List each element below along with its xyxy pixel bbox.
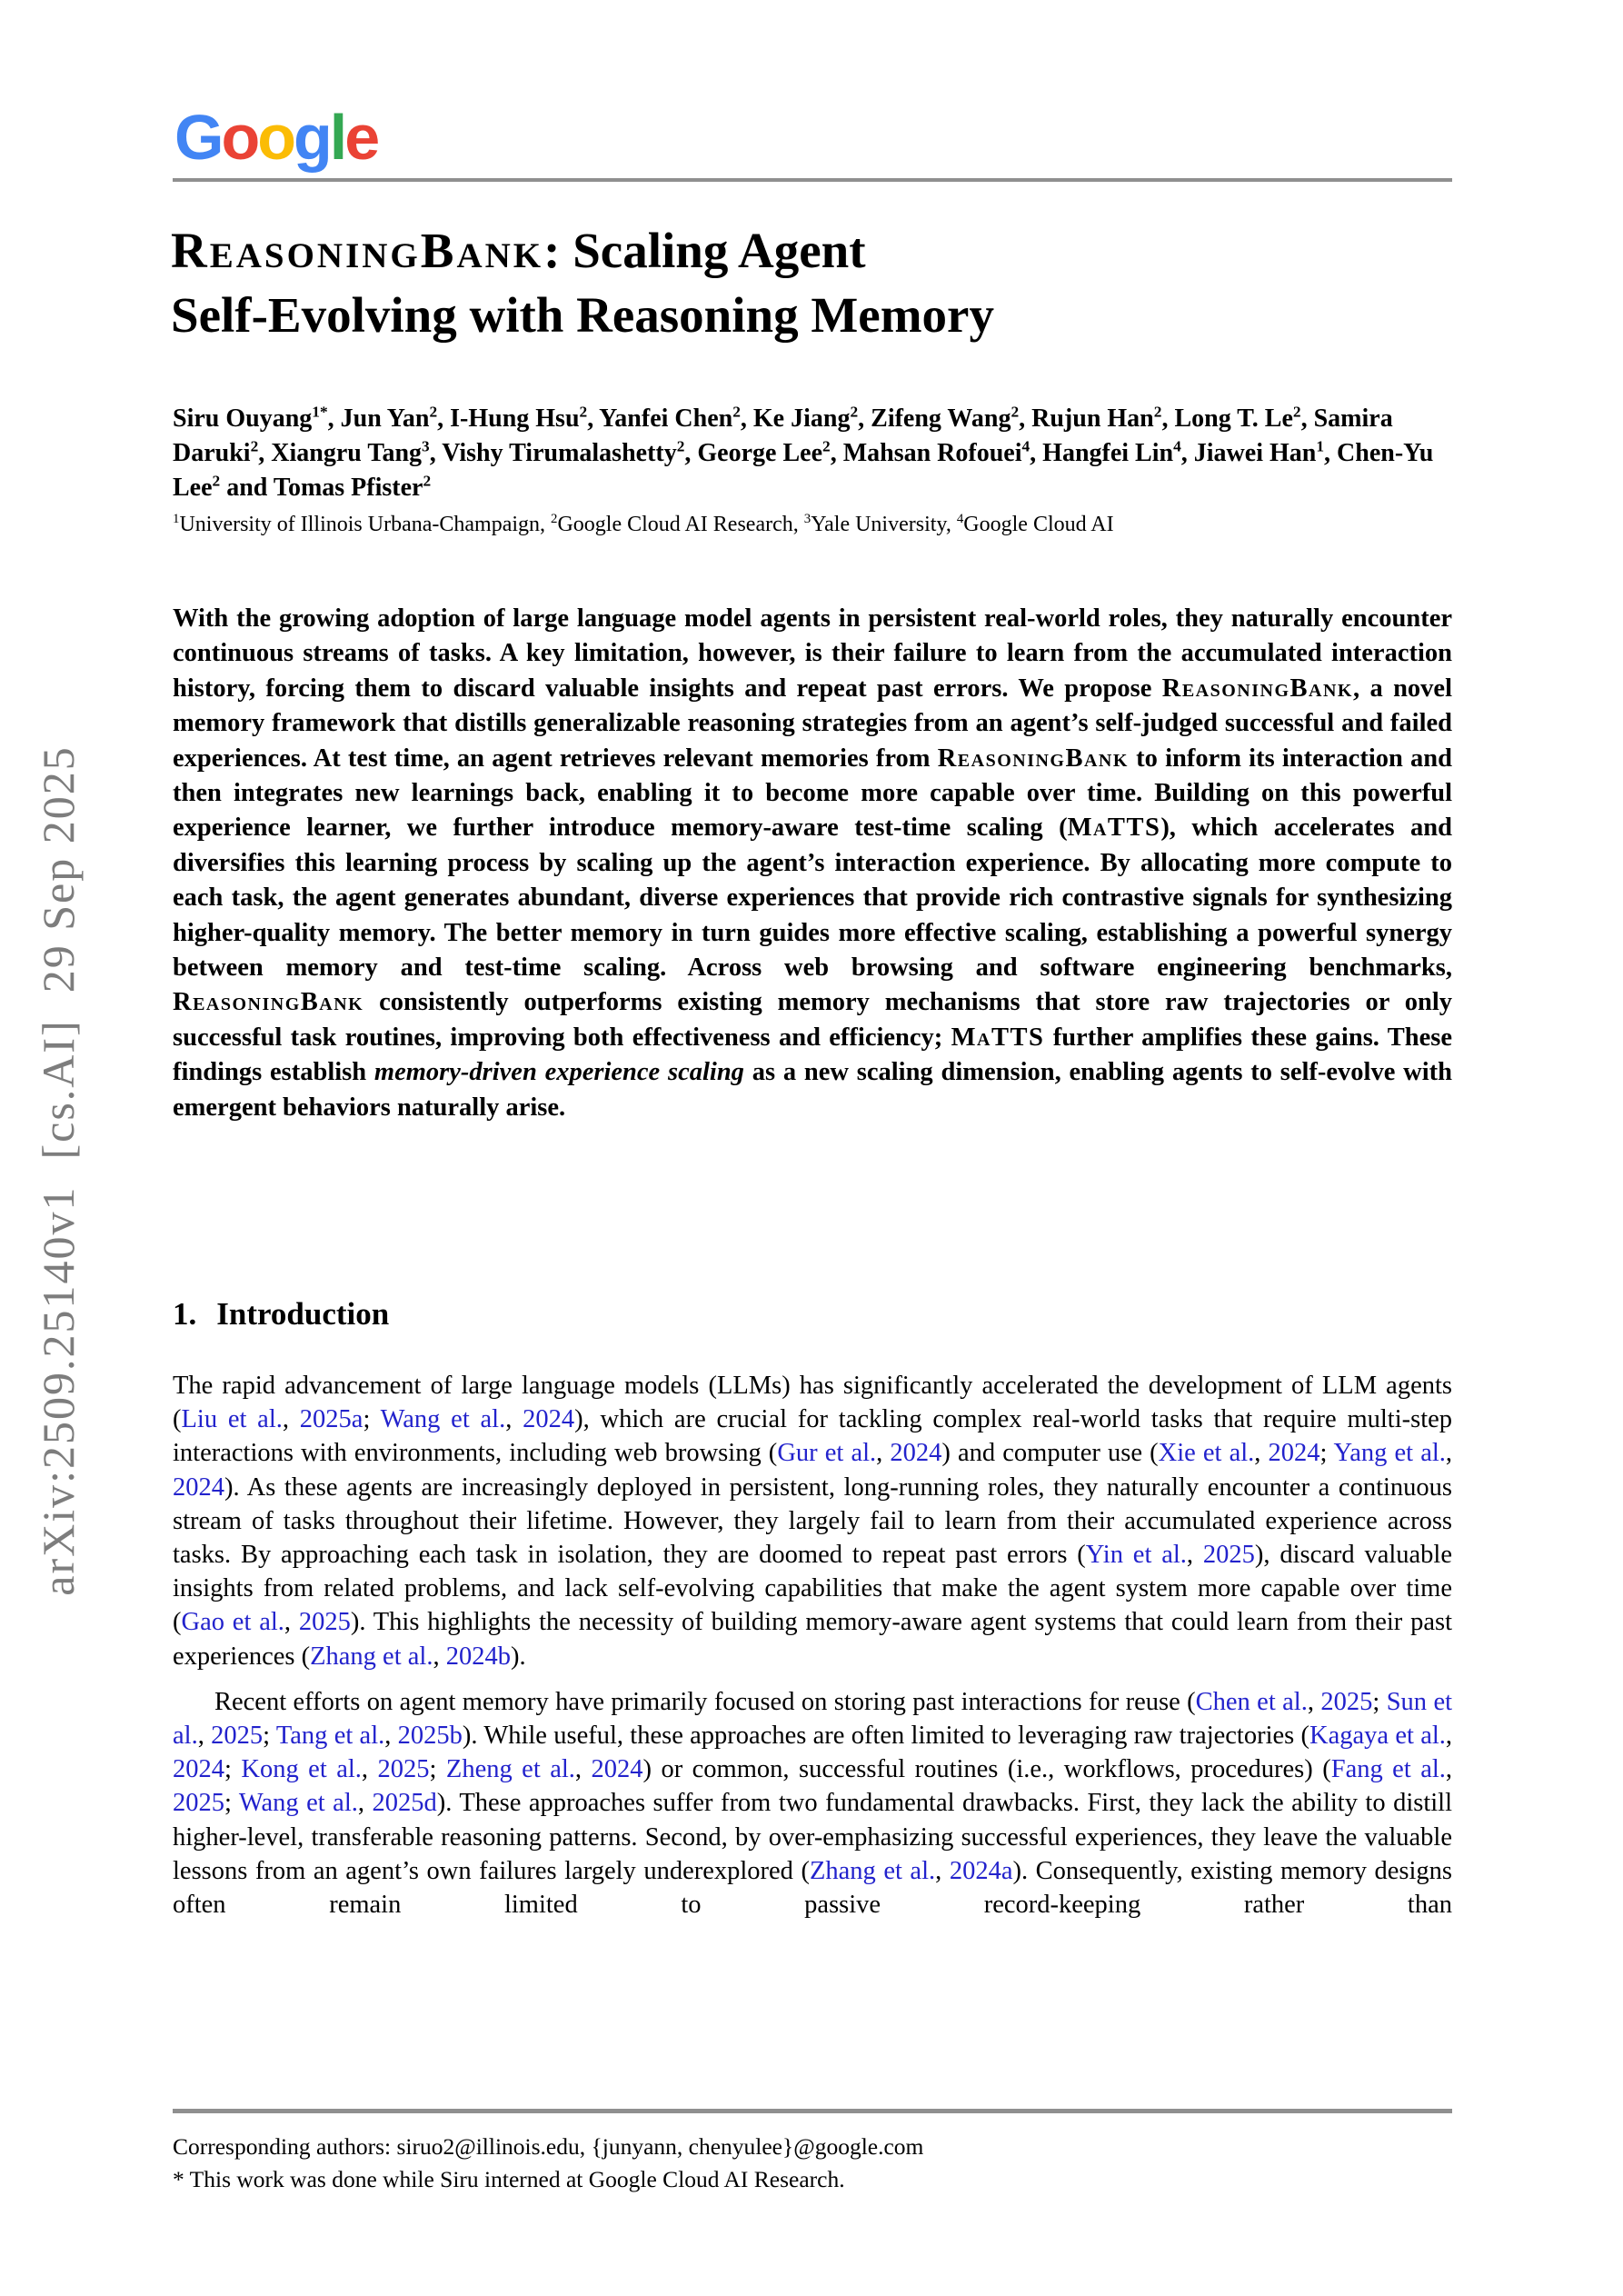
text-run: ,	[1307, 1687, 1321, 1716]
paper-title-line2	[171, 283, 1461, 347]
text-run: , Yanfei Chen	[587, 404, 733, 433]
smallcaps-text: ReasoningBank	[173, 988, 364, 1017]
superscript: 3	[422, 437, 430, 455]
superscript: 2	[850, 403, 859, 421]
text-run: , Hangfei Lin	[1030, 439, 1174, 467]
citation-link[interactable]: 2024	[1268, 1439, 1320, 1468]
text-run: consistently outperforms existing memory mechanisms that store raw trajectories or only successful task routines, improving both effectiveness and efficiency;	[173, 988, 1452, 1052]
arxiv-sidebar-label: arXiv:2509.25140v1 [cs.AI] 29 Sep 2025	[33, 745, 84, 1596]
text-run: , Ke Jiang	[740, 404, 851, 433]
text-run: as a new scaling dimension, enabling agents to self-evolve with emergent behaviors naturally arise.	[173, 1058, 1452, 1122]
text-run: ). This highlights the necessity of building memory-aware agent systems that could learn from their past experiences (	[173, 1608, 1453, 1671]
superscript: 2	[1153, 403, 1162, 421]
text-run: ,	[284, 1608, 299, 1637]
text-run: ;	[224, 1789, 239, 1818]
corresponding-authors-line: Corresponding authors: siruo2@illinois.edu, {junyann, chenyulee}@google.com	[173, 2133, 924, 2160]
affiliation-list	[173, 511, 1456, 538]
superscript: 4	[1021, 437, 1031, 455]
citation-link[interactable]: Zhang et al.	[310, 1642, 433, 1671]
text-run: , Mahsan Rofouei	[830, 439, 1022, 467]
text-run: ;	[363, 1405, 381, 1434]
text-run: to inform its interaction and then integrates new learnings back, enabling it to become more capable over time. Building on this powerful experience learner, we further introduce memory-aware test-time scaling (	[173, 744, 1452, 843]
text-run: ) or common, successful routines (i.e., workflows, procedures) (	[642, 1755, 1331, 1784]
text-run: , Rujun Han	[1019, 404, 1154, 433]
superscript: 2	[676, 437, 685, 455]
citation-link[interactable]: Kong et al.	[241, 1755, 362, 1784]
superscript: 2	[822, 437, 831, 455]
introduction-body	[173, 1369, 1452, 1922]
citation-link[interactable]: 2024	[890, 1439, 942, 1468]
text-run: ;	[224, 1755, 242, 1784]
text-run: , Zifeng Wang	[858, 404, 1011, 433]
italic-text: memory-driven experience scaling	[373, 1058, 744, 1087]
text-run: ).	[510, 1642, 526, 1671]
internship-note-line: * This work was done while Siru interned at Google Cloud AI Research.	[173, 2166, 845, 2192]
text-run: ;	[1319, 1439, 1334, 1468]
footnote-block	[173, 2131, 1452, 2196]
text-run: ), which are crucial for tackling complex real-world tasks that require multi-step interactions with environments, including web browsing (	[173, 1405, 1453, 1468]
citation-link[interactable]: 2025	[173, 1789, 224, 1818]
text-run: ,	[1445, 1722, 1453, 1751]
superscript: 2	[212, 472, 221, 490]
citation-link[interactable]: 2025	[1202, 1541, 1255, 1570]
superscript: 1*	[312, 403, 328, 421]
citation-link[interactable]: Gur et al.	[777, 1439, 877, 1468]
citation-link[interactable]: Fang et al.	[1330, 1755, 1446, 1784]
text-run: University of Illinois Urbana-Champaign,	[179, 513, 552, 536]
citation-link[interactable]: Zhang et al.	[809, 1856, 936, 1885]
citation-link[interactable]: 2025a	[299, 1405, 363, 1434]
paper-title	[171, 218, 1461, 347]
logo-letter: l	[329, 102, 345, 173]
text-run: ,	[433, 1642, 446, 1671]
text-run: ,	[876, 1439, 891, 1468]
text-run: ,	[357, 1789, 373, 1818]
citation-link[interactable]: Wang et al.	[380, 1405, 506, 1434]
text-run: , Vishy Tirumalashetty	[429, 439, 677, 467]
text-run: ,	[505, 1405, 523, 1434]
footnote-rule	[173, 2109, 1452, 2113]
smallcaps-text: MaTTS	[1067, 814, 1161, 843]
citation-link[interactable]: 2025	[211, 1722, 264, 1751]
google-logo	[174, 102, 378, 173]
superscript: 1	[173, 512, 180, 526]
header-rule	[173, 178, 1452, 182]
text-run: ;	[1372, 1687, 1387, 1716]
section-number: 1.	[173, 1296, 197, 1332]
superscript: 4	[1173, 437, 1181, 455]
citation-link[interactable]: Zheng et al.	[445, 1755, 575, 1784]
text-run: ,	[935, 1856, 950, 1885]
text-run: further amplifies these gains. These findings establish	[173, 1023, 1452, 1087]
text-run: , Samira Daruki	[173, 404, 1393, 467]
text-run: ). These approaches suffer from two fundamental drawbacks. First, they lack the ability to distill higher-level, transferable reasoning patterns. Second, by over-emphasizing successful experiences, they leave the valuable lessons from an agent’s own failures largely underexplored (	[173, 1789, 1453, 1885]
citation-link[interactable]: 2025	[1320, 1687, 1373, 1716]
text-run: ,	[1445, 1755, 1453, 1784]
text-run: Google Cloud AI Research,	[557, 513, 804, 536]
citation-link[interactable]: 2024	[523, 1405, 575, 1434]
superscript: 2	[579, 403, 588, 421]
superscript: 2	[423, 472, 432, 490]
superscript: 1	[1316, 437, 1325, 455]
superscript: 2	[250, 437, 259, 455]
text-run: ,	[361, 1755, 378, 1784]
text-run: , a novel memory framework that distills generalizable reasoning strategies from an agent’s self-judged successful and failed experiences. At test time, an agent retrieves relevant memories from	[173, 674, 1452, 773]
superscript: 2	[1011, 403, 1020, 421]
citation-link[interactable]: 2024	[173, 1472, 224, 1502]
text-run: , Jun Yan	[327, 404, 430, 433]
citation-link[interactable]: Yin et al.	[1085, 1541, 1187, 1570]
text-run: ,	[282, 1405, 300, 1434]
superscript: 3	[803, 512, 812, 526]
citation-link[interactable]: 2025	[377, 1755, 430, 1784]
text-run: ;	[429, 1755, 446, 1784]
logo-letter: e	[344, 102, 378, 173]
citation-link[interactable]: Yang et al.	[1333, 1439, 1446, 1468]
text-run: ), which accelerates and diversifies this learning process by scaling up the agent’s interaction experience. By allocating more compute to each task, the agent generates abundant, diverse experiences that provide rich contrastive signals for synthesizing higher-quality memory. The better memory in turn guides more effective scaling, establishing a powerful synergy between memory and test-time scaling. Across web browsing and software engineering benchmarks,	[173, 814, 1452, 983]
text-run: , I-Hung Hsu	[437, 404, 580, 433]
text-run: ,	[1186, 1541, 1203, 1570]
smallcaps-text: ReasoningBank	[937, 744, 1129, 773]
section-heading-introduction	[173, 1296, 389, 1333]
smallcaps-text: ReasoningBank	[171, 223, 544, 278]
citation-link[interactable]: Wang et al.	[238, 1789, 358, 1818]
text-run: The rapid advancement of large language models (LLMs) has significantly accelerated the development of LLM agents (	[173, 1372, 1452, 1434]
text-run: ). As these agents are increasingly deployed in persistent, long-running roles, they naturally encounter a continuous stream of tasks throughout their lifetime. However, they largely fail to learn from their accumulated experience across tasks. By approaching each task in isolation, they are doomed to repeat past errors (	[173, 1472, 1452, 1570]
text-run: Google Cloud AI	[963, 513, 1114, 536]
citation-link[interactable]: 2024	[173, 1755, 224, 1784]
smallcaps-text: ReasoningBank	[1161, 674, 1353, 703]
citation-link[interactable]: 2024b	[445, 1642, 511, 1671]
citation-link[interactable]: Tang et al.	[275, 1722, 385, 1751]
abstract-paragraph	[173, 602, 1452, 1125]
text-run: Recent efforts on agent memory have primarily focused on storing past interactions for reuse (	[214, 1687, 1196, 1716]
text-run: ,	[197, 1722, 212, 1751]
logo-letter: G	[174, 102, 222, 173]
section-title: Introduction	[216, 1296, 390, 1332]
text-run: , Chen-Yu Lee	[173, 439, 1434, 502]
intro-paragraph-2	[173, 1685, 1452, 1922]
citation-link[interactable]: Gao et al.	[181, 1608, 284, 1637]
citation-link[interactable]: Liu et al.	[181, 1405, 283, 1434]
text-run: , George Lee	[684, 439, 822, 467]
text-run: ), discard valuable insights from related problems, and lack self-evolving capabilities that make the agent system more capable over time (	[173, 1541, 1452, 1637]
text-run: Yale University,	[811, 513, 957, 536]
citation-link[interactable]: 2025d	[372, 1789, 437, 1818]
superscript: 2	[732, 403, 741, 421]
text-run: ,	[1254, 1439, 1269, 1468]
citation-link[interactable]: Sun et al.	[173, 1687, 1453, 1751]
superscript: 2	[551, 512, 558, 526]
text-run: ;	[263, 1722, 276, 1751]
logo-letter: g	[293, 102, 330, 173]
text-run: ). While useful, these approaches are often limited to leveraging raw trajectories (	[462, 1722, 1310, 1751]
author-list	[173, 402, 1456, 505]
superscript: 4	[956, 512, 964, 526]
text-run: and Tomas Pfister	[220, 474, 423, 502]
citation-link[interactable]: Xie et al.	[1158, 1439, 1255, 1468]
text-run: Siru Ouyang	[173, 404, 313, 433]
paper-title-line1	[171, 218, 1461, 283]
logo-letter: o	[257, 102, 294, 173]
smallcaps-text: MaTTS	[951, 1023, 1045, 1052]
text-run: ,	[1445, 1439, 1453, 1468]
text-run: , Long T. Le	[1161, 404, 1293, 433]
citation-link[interactable]: Kagaya et al.	[1309, 1722, 1446, 1751]
text-run: Self-Evolving with Reasoning Memory	[171, 287, 994, 343]
text-run: : Scaling Agent	[543, 223, 866, 278]
citation-link[interactable]: 2024a	[949, 1856, 1013, 1885]
text-run: ). Consequently, existing memory designs often remain limited to passive record-keeping rather than	[173, 1856, 1452, 1920]
text-run: , Xiangru Tang	[258, 439, 423, 467]
text-run: With the growing adoption of large language model agents in persistent real-world roles, they naturally encounter continuous streams of tasks. A key limitation, however, is their failure to learn from the accumulated interaction history, forcing them to discard valuable insights and repeat past errors. We propose	[173, 604, 1452, 703]
logo-letter: o	[221, 102, 258, 173]
intro-paragraph-1	[173, 1369, 1452, 1673]
citation-link[interactable]: 2025	[298, 1608, 351, 1637]
text-run: ,	[574, 1755, 592, 1784]
citation-link[interactable]: 2025b	[397, 1722, 463, 1751]
superscript: 2	[429, 403, 438, 421]
text-run: ) and computer use (	[941, 1439, 1159, 1468]
text-run: , Jiawei Han	[1180, 439, 1317, 467]
citation-link[interactable]: Chen et al.	[1195, 1687, 1308, 1716]
superscript: 2	[1292, 403, 1301, 421]
text-run: ,	[384, 1722, 398, 1751]
citation-link[interactable]: 2024	[591, 1755, 643, 1784]
